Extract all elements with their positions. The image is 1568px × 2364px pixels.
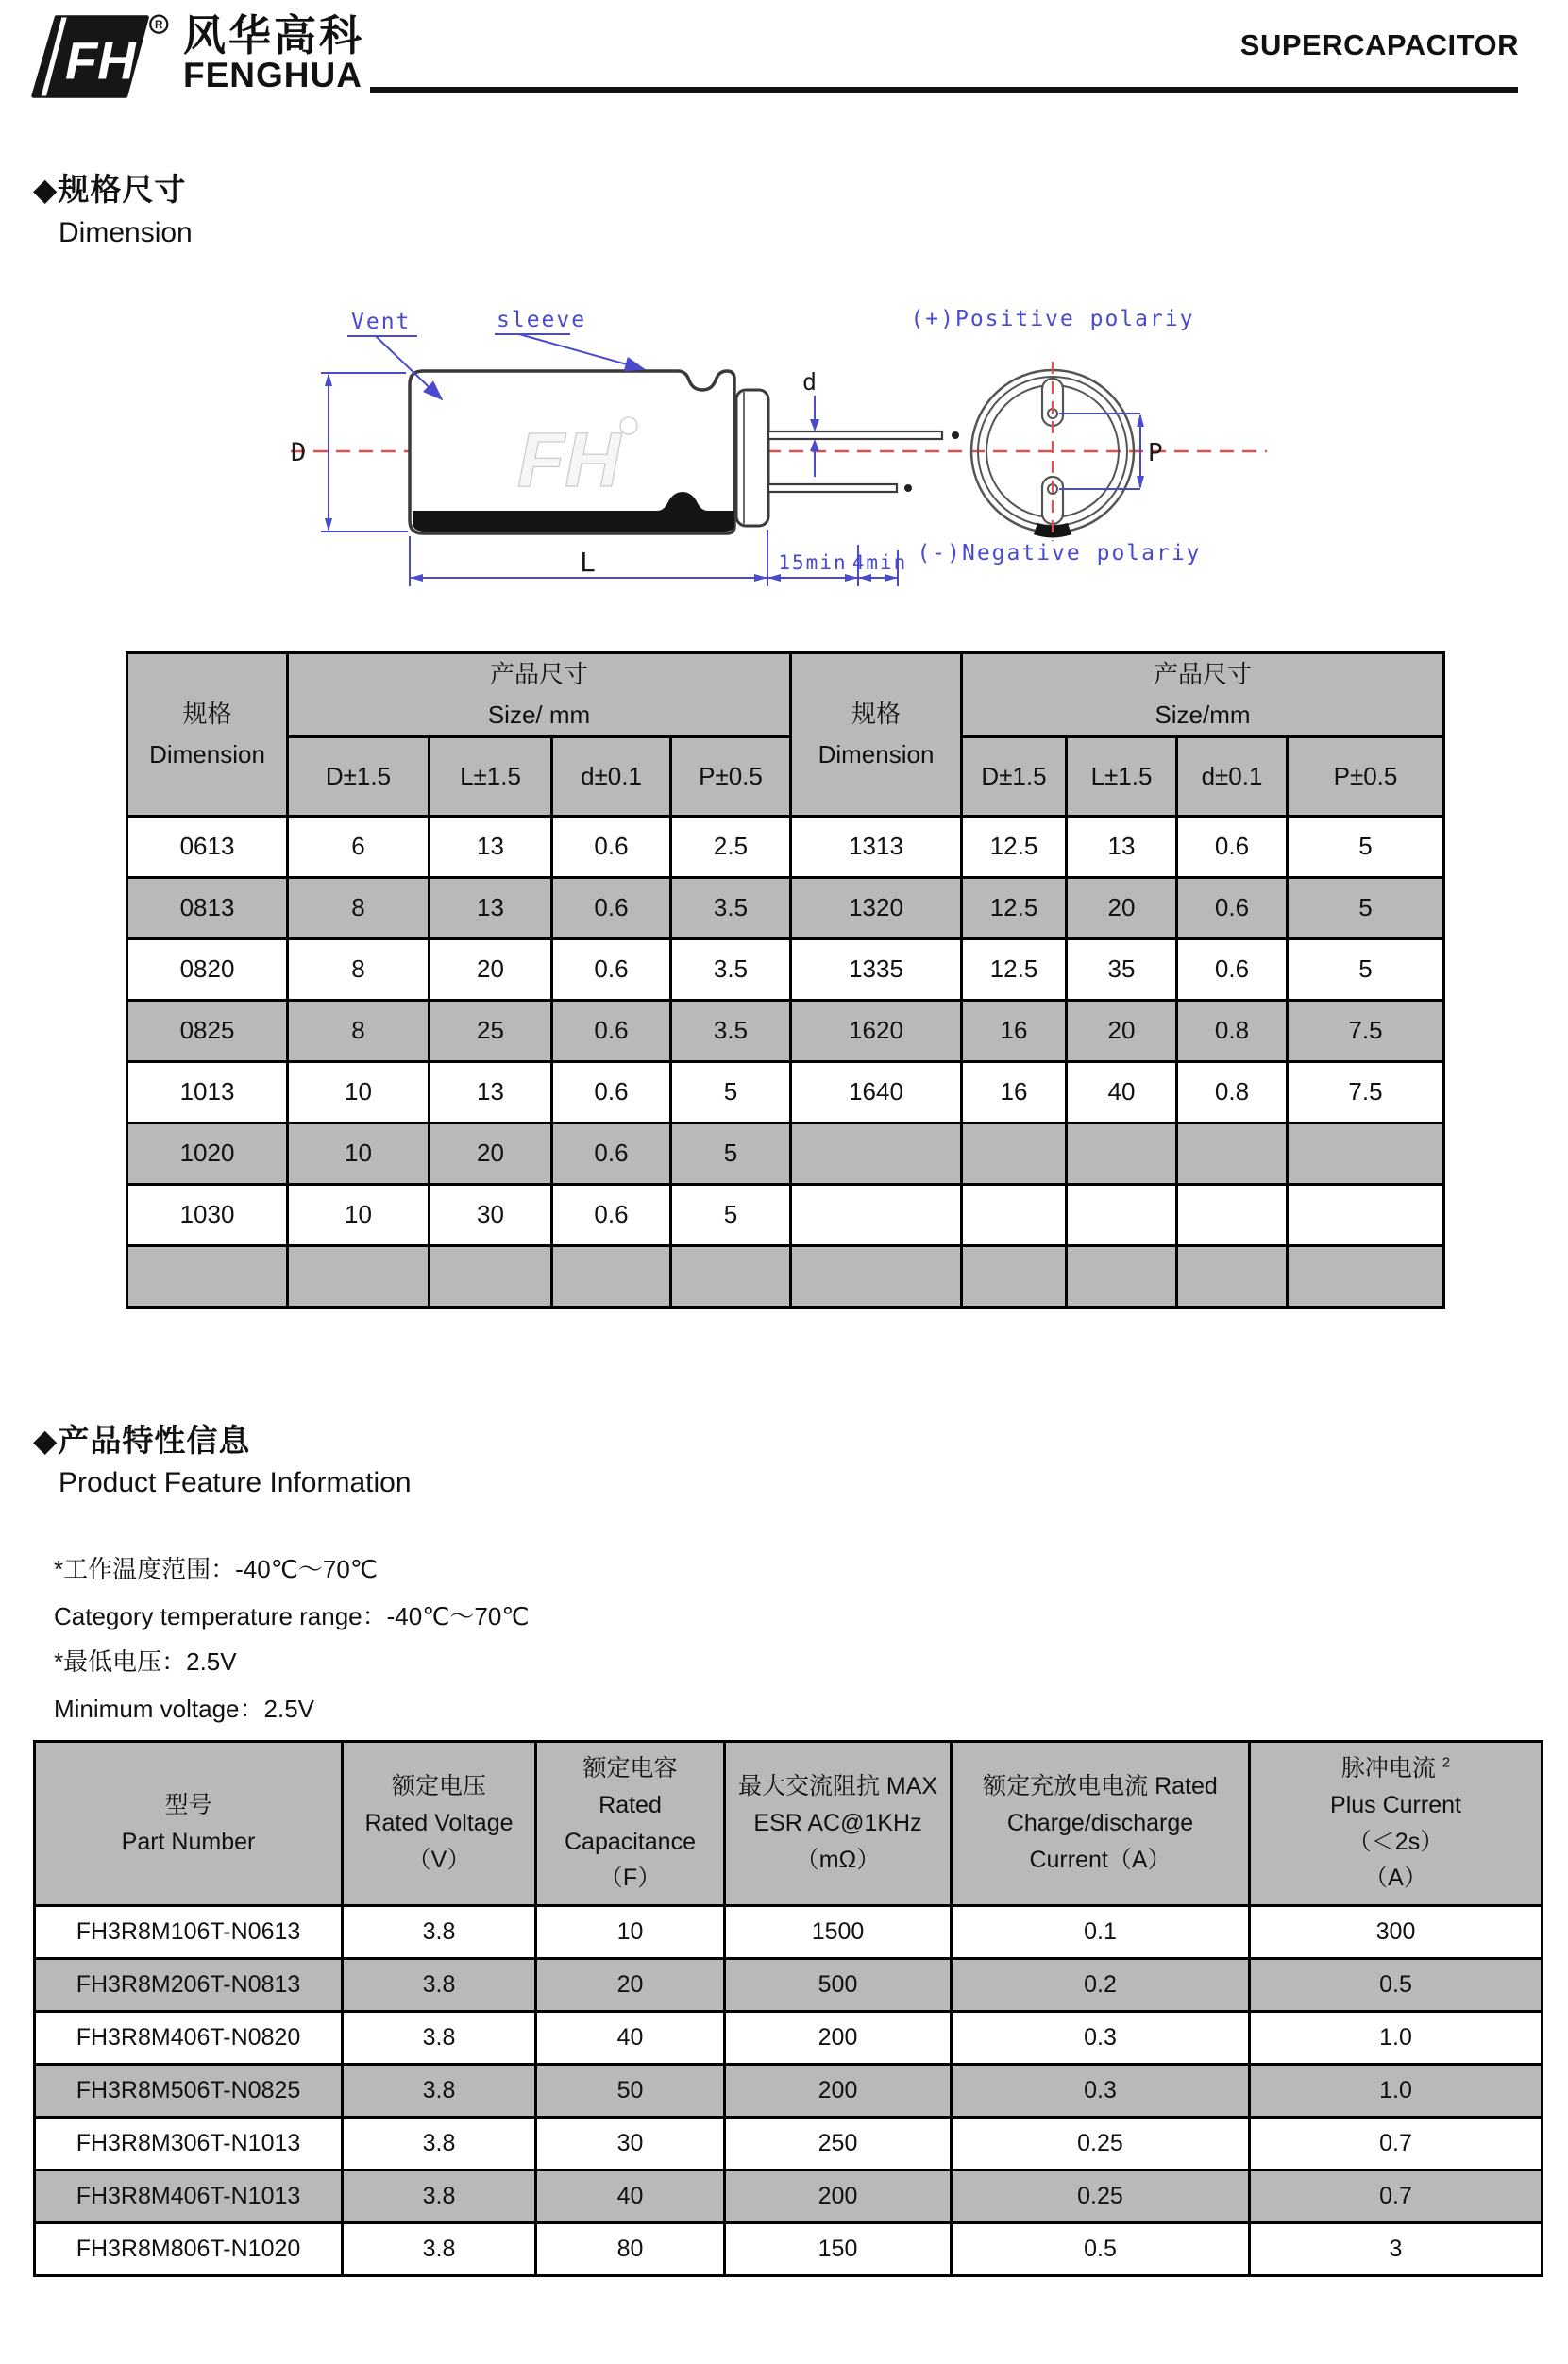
dimension-cell: 40	[1067, 1061, 1177, 1123]
feature-cell: FH3R8M506T-N0825	[35, 2065, 343, 2118]
size-group-header-left: 产品尺寸 Size/ mm	[288, 653, 791, 737]
dimension-cell: 20	[1067, 1000, 1177, 1061]
dimension-cell: 20	[430, 1123, 552, 1184]
label-diameter-D: D	[291, 438, 307, 467]
header-line: Part Number	[121, 1828, 256, 1855]
dimension-cell: 0.8	[1177, 1061, 1288, 1123]
dimension-cell: 0.6	[552, 1000, 671, 1061]
header-line: （A）	[1364, 1865, 1427, 1892]
dimension-cell	[430, 1245, 552, 1307]
feature-cell: 0.25	[952, 2170, 1250, 2223]
label-sleeve: sleeve	[497, 308, 587, 332]
dimension-cell: 35	[1067, 938, 1177, 1000]
brand-text	[183, 13, 364, 94]
header-rule	[370, 87, 1518, 93]
dimension-cell: 1030	[127, 1184, 288, 1245]
feature-cell: 0.5	[952, 2223, 1250, 2276]
dimension-cell: 3.5	[671, 877, 791, 938]
table-row	[127, 1245, 1444, 1307]
column-header-P: P±0.5	[671, 736, 791, 816]
feature-cell: 50	[536, 2065, 725, 2118]
dimension-cell: 16	[962, 1061, 1067, 1123]
feature-cell: 3.8	[343, 2170, 536, 2223]
dimension-cell: 1320	[791, 877, 962, 938]
label-4min: 4min	[851, 551, 908, 574]
table-row	[35, 2170, 1543, 2223]
feature-cell: 1.0	[1250, 2065, 1543, 2118]
dimension-cell: 1620	[791, 1000, 962, 1061]
svg-text:FH: FH	[64, 30, 136, 91]
dimension-cell: 8	[288, 938, 430, 1000]
feature-cell: 3.8	[343, 2012, 536, 2065]
column-header-d: d±0.1	[1177, 736, 1288, 816]
dimension-cell: 0.6	[1177, 938, 1288, 1000]
dimension-cell: 12.5	[962, 938, 1067, 1000]
dimension-cell: 0813	[127, 877, 288, 938]
table-row	[127, 1061, 1444, 1123]
dimension-cell: 5	[671, 1184, 791, 1245]
header-line: 额定电容	[582, 1755, 678, 1781]
dimension-cell	[1067, 1123, 1177, 1184]
end-cap	[736, 390, 768, 526]
dimension-spec-header: 规格 Dimension	[127, 653, 288, 817]
table-row	[127, 938, 1444, 1000]
dimension-cell: 10	[288, 1061, 430, 1123]
dimension-cell: 5	[1288, 816, 1444, 877]
feature-line-voltage-cn: *最低电压：2.5V	[54, 1647, 237, 1676]
header-line: ESR AC@1KHz	[753, 1810, 922, 1837]
feature-cell: 150	[725, 2223, 952, 2276]
dimension-cell: 5	[671, 1061, 791, 1123]
column-header-P: P±0.5	[1288, 736, 1444, 816]
document-title: SUPERCAPACITOR	[1239, 28, 1519, 61]
dimension-cell	[1177, 1184, 1288, 1245]
feature-cell: 80	[536, 2223, 725, 2276]
feature-cell: FH3R8M406T-N1013	[35, 2170, 343, 2223]
feature-cell: 300	[1250, 1906, 1543, 1959]
body-watermark-logo: FH	[517, 417, 621, 503]
feature-cell: 40	[536, 2012, 725, 2065]
feature-line-temp-en: Category temperature range：-40℃～70℃	[54, 1602, 530, 1630]
header-line: （F）	[599, 1865, 662, 1892]
dimension-cell: 30	[430, 1184, 552, 1245]
feature-column-header	[1250, 1742, 1543, 1906]
dimension-cell: 13	[430, 1061, 552, 1123]
dimension-cell: 13	[430, 877, 552, 938]
dimension-cell	[1177, 1123, 1288, 1184]
brand-block	[21, 13, 364, 100]
feature-cell: 250	[725, 2118, 952, 2170]
dimension-cell: 0.6	[552, 938, 671, 1000]
header-line: Plus Current	[1330, 1791, 1461, 1818]
table-row	[35, 2065, 1543, 2118]
dimension-cell	[1288, 1123, 1444, 1184]
table-row	[35, 2223, 1543, 2276]
feature-column-header	[725, 1742, 952, 1906]
capacitor-dimension-diagram	[283, 297, 1303, 604]
dimension-cell: 16	[962, 1000, 1067, 1061]
dimension-cell: 0613	[127, 816, 288, 877]
dimension-cell	[288, 1245, 430, 1307]
dimension-cell: 0.6	[552, 877, 671, 938]
dimension-cell: 3.5	[671, 1000, 791, 1061]
header-line: Rated Voltage	[364, 1810, 514, 1837]
brand-name-en: FENGHUA	[183, 56, 362, 95]
feature-cell: 3.8	[343, 2065, 536, 2118]
dimension-cell: 0.6	[552, 1061, 671, 1123]
feature-cell: FH3R8M206T-N0813	[35, 1959, 343, 2012]
dimension-cell: 1640	[791, 1061, 962, 1123]
column-header-L: L±1.5	[430, 736, 552, 816]
dimension-cell: 1335	[791, 938, 962, 1000]
feature-cell: 200	[725, 2065, 952, 2118]
dimension-cell	[1177, 1245, 1288, 1307]
dimension-cell	[552, 1245, 671, 1307]
dimension-cell: 0.6	[552, 1123, 671, 1184]
dimension-cell: 20	[1067, 877, 1177, 938]
label-pitch-P: P	[1148, 439, 1163, 467]
header-line: （V）	[407, 1846, 471, 1873]
dimension-cell	[791, 1123, 962, 1184]
dimension-cell: 12.5	[962, 877, 1067, 938]
dimension-spec-header: 规格 Dimension	[791, 653, 962, 817]
section-features-title-en: Product Feature Information	[59, 1467, 412, 1498]
dimension-cell	[1288, 1245, 1444, 1307]
dimension-cell: 3.5	[671, 938, 791, 1000]
dimension-cell: 1013	[127, 1061, 288, 1123]
section-dimension-title-cn: ◆规格尺寸	[33, 172, 187, 207]
brand-name-cn: 风华高科	[183, 11, 365, 59]
feature-cell: 3.8	[343, 2118, 536, 2170]
dimension-cell: 0.6	[552, 816, 671, 877]
table-row	[35, 2012, 1543, 2065]
dimension-cell: 5	[1288, 877, 1444, 938]
feature-cell: 0.25	[952, 2118, 1250, 2170]
label-lead-diameter-d: d	[802, 368, 818, 396]
dimension-cell: 0.6	[1177, 877, 1288, 938]
dimension-cell: 8	[288, 1000, 430, 1061]
feature-cell: FH3R8M306T-N1013	[35, 2118, 343, 2170]
dimension-cell: 20	[430, 938, 552, 1000]
feature-cell: 1.0	[1250, 2012, 1543, 2065]
table-row	[35, 2118, 1543, 2170]
table-row	[127, 877, 1444, 938]
table-row	[127, 1000, 1444, 1061]
feature-cell: 10	[536, 1906, 725, 1959]
feature-cell: 0.2	[952, 1959, 1250, 2012]
dimension-cell: 0820	[127, 938, 288, 1000]
negative-lead	[768, 484, 897, 492]
label-vent: Vent	[351, 310, 412, 334]
header-line: 型号	[164, 1791, 212, 1818]
dimension-table-body	[127, 816, 1444, 1307]
fenghua-logo-icon	[21, 13, 170, 100]
dimension-cell: 7.5	[1288, 1000, 1444, 1061]
size-group-header-right: 产品尺寸 Size/mm	[962, 653, 1444, 737]
dimension-cell: 0.6	[1177, 816, 1288, 877]
header-line: 最大交流阻抗 MAX	[737, 1773, 938, 1800]
column-header-d: d±0.1	[552, 736, 671, 816]
dimension-cell	[791, 1184, 962, 1245]
dimension-cell: 13	[430, 816, 552, 877]
registered-mark: R	[155, 19, 163, 32]
dimension-cell: 7.5	[1288, 1061, 1444, 1123]
dimension-table	[126, 651, 1445, 1309]
dimension-cell: 6	[288, 816, 430, 877]
dimension-cell	[962, 1123, 1067, 1184]
feature-column-header	[35, 1742, 343, 1906]
feature-table-body	[35, 1906, 1543, 2276]
feature-table	[33, 1740, 1543, 2277]
table-row	[127, 1184, 1444, 1245]
dimension-cell: 13	[1067, 816, 1177, 877]
header-line: （mΩ）	[795, 1846, 881, 1873]
pulse-current-header-line: 脉冲电流 $^2$	[1340, 1754, 1451, 1781]
feature-column-header	[536, 1742, 725, 1906]
dimension-cell: 5	[671, 1123, 791, 1184]
feature-line-temp-cn: *工作温度范围：-40℃～70℃	[54, 1555, 379, 1583]
header-line: Current（A）	[1029, 1846, 1172, 1873]
dimension-cell	[1288, 1184, 1444, 1245]
feature-cell: 3.8	[343, 1906, 536, 1959]
feature-cell: 500	[725, 1959, 952, 2012]
header-line: Rated	[599, 1791, 662, 1818]
section-dimension-title-en: Dimension	[59, 217, 193, 248]
label-positive-polarity: (+)Positive polariy	[910, 307, 1195, 331]
label-15min: 15min	[778, 551, 848, 574]
dimension-cell	[127, 1245, 288, 1307]
positive-lead	[768, 431, 942, 439]
dimension-cell: 10	[288, 1184, 430, 1245]
dimension-cell	[1067, 1245, 1177, 1307]
dimension-cell	[962, 1184, 1067, 1245]
table-row	[127, 816, 1444, 877]
feature-cell: 0.3	[952, 2065, 1250, 2118]
dimension-cell: 1313	[791, 816, 962, 877]
feature-cell: 1500	[725, 1906, 952, 1959]
header-line: Charge/discharge	[1006, 1810, 1194, 1837]
feature-cell: 3.8	[343, 1959, 536, 2012]
header-line: （＜2s）	[1347, 1828, 1444, 1855]
feature-cell: 0.7	[1250, 2170, 1543, 2223]
dimension-cell: 5	[1288, 938, 1444, 1000]
feature-cell: FH3R8M406T-N0820	[35, 2012, 343, 2065]
dimension-cell: 2.5	[671, 816, 791, 877]
feature-cell: 200	[725, 2170, 952, 2223]
dimension-cell: 25	[430, 1000, 552, 1061]
dimension-cell: 10	[288, 1123, 430, 1184]
feature-cell: 30	[536, 2118, 725, 2170]
column-header-D: D±1.5	[288, 736, 430, 816]
dimension-cell	[962, 1245, 1067, 1307]
feature-cell: 3.8	[343, 2223, 536, 2276]
dimension-cell: 0.6	[552, 1184, 671, 1245]
header-line: 额定充放电电流 Rated	[983, 1773, 1218, 1800]
table-row	[127, 1123, 1444, 1184]
feature-cell: 3	[1250, 2223, 1543, 2276]
label-negative-polarity: (-)Negative polariy	[917, 541, 1202, 566]
dimension-cell: 0825	[127, 1000, 288, 1061]
feature-line-voltage-en: Minimum voltage：2.5V	[54, 1695, 314, 1723]
table-row	[35, 1959, 1543, 2012]
feature-cell: 0.1	[952, 1906, 1250, 1959]
header-line: 额定电压	[391, 1773, 486, 1800]
feature-column-header	[343, 1742, 536, 1906]
feature-cell: FH3R8M806T-N1020	[35, 2223, 343, 2276]
feature-cell: 0.7	[1250, 2118, 1543, 2170]
feature-cell: FH3R8M106T-N0613	[35, 1906, 343, 1959]
header-line: Capacitance	[565, 1828, 696, 1855]
column-header-L: L±1.5	[1067, 736, 1177, 816]
feature-cell: 40	[536, 2170, 725, 2223]
feature-cell: 20	[536, 1959, 725, 2012]
dimension-cell: 1020	[127, 1123, 288, 1184]
column-header-D: D±1.5	[962, 736, 1067, 816]
dimension-cell: 12.5	[962, 816, 1067, 877]
section-features-title-cn: ◆产品特性信息	[33, 1423, 251, 1458]
dimension-cell: 8	[288, 877, 430, 938]
dimension-cell: 0.8	[1177, 1000, 1288, 1061]
label-length-L: L	[580, 547, 596, 578]
dimension-cell	[1067, 1184, 1177, 1245]
table-row	[35, 1906, 1543, 1959]
dimension-cell	[671, 1245, 791, 1307]
feature-cell: 0.5	[1250, 1959, 1543, 2012]
dimension-cell	[791, 1245, 962, 1307]
feature-table-header-row	[35, 1742, 1543, 1906]
feature-cell: 200	[725, 2012, 952, 2065]
feature-column-header	[952, 1742, 1250, 1906]
feature-cell: 0.3	[952, 2012, 1250, 2065]
